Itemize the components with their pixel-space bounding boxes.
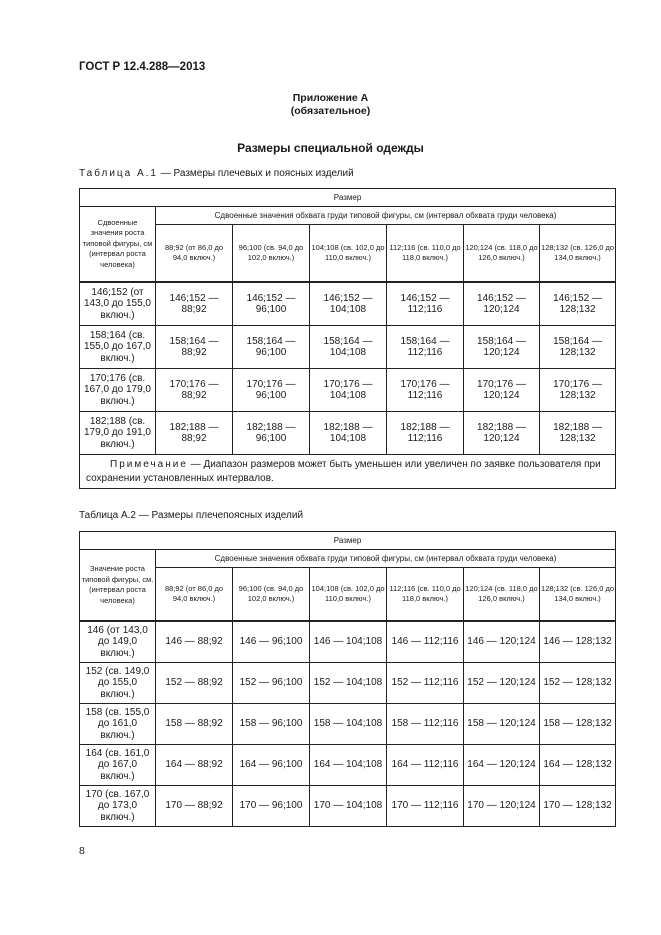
table-cell: 152 — 112;116	[387, 663, 464, 704]
table-cell: 158 — 88;92	[156, 704, 233, 745]
table-cell: 170 — 112;116	[387, 786, 464, 827]
table2-caption-rest: — Размеры плечепоясных изделий	[136, 510, 304, 521]
table2-column-headers	[80, 568, 616, 622]
table2-row-header: Значение роста типовой фигуры, см. (интервал роста человека)	[80, 550, 156, 622]
table1-group-header: Сдвоенные значения обхвата груди типовой фигуры, см (интервал обхвата груди человека)	[156, 207, 616, 225]
table1-size-header: Размер	[80, 189, 616, 207]
table2-column-header: 128;132 (св. 126,0 до 134,0 включ.)	[540, 568, 616, 622]
table-cell: 158 — 128;132	[540, 704, 616, 745]
table-cell: 146 — 96;100	[233, 621, 310, 663]
table-cell: 170;176 — 128;132	[540, 369, 616, 412]
row-label: 158;164 (св. 155,0 до 167,0 включ.)	[80, 326, 156, 369]
table2-size-header: Размер	[80, 532, 616, 550]
table-cell: 182;188 — 128;132	[540, 412, 616, 455]
table-cell: 170;176 — 120;124	[464, 369, 540, 412]
table1-caption	[79, 168, 354, 179]
table-cell: 182;188 — 96;100	[233, 412, 310, 455]
table-cell: 146;152 — 120;124	[464, 282, 540, 326]
table-cell: 146;152 — 104;108	[310, 282, 387, 326]
table1-note-label: Примечание	[110, 458, 188, 470]
table2-body	[80, 621, 616, 827]
table1-column-header: 112;116 (св. 110,0 до 118,0 включ.)	[387, 225, 464, 283]
table1-caption-rest: — Размеры плечевых и поясных изделий	[158, 168, 354, 179]
table-cell: 146 — 120;124	[464, 621, 540, 663]
table1-column-header: 104;108 (св. 102,0 до 110,0 включ.)	[310, 225, 387, 283]
appendix-status: (обязательное)	[290, 105, 371, 117]
table-cell: 152 — 120;124	[464, 663, 540, 704]
row-label: 146 (от 143,0 до 149,0 включ.)	[80, 621, 156, 663]
table1-caption-prefix: Таблица А.1	[79, 168, 158, 179]
table-cell: 170;176 — 112;116	[387, 369, 464, 412]
table-cell: 170;176 — 104;108	[310, 369, 387, 412]
table-cell: 152 — 96;100	[233, 663, 310, 704]
table2-column-header: 104;108 (св. 102,0 до 110,0 включ.)	[310, 568, 387, 622]
row-label: 170 (св. 167,0 до 173,0 включ.)	[80, 786, 156, 827]
table-cell: 170 — 96;100	[233, 786, 310, 827]
table-cell: 146 — 104;108	[310, 621, 387, 663]
table2-column-header: 120;124 (св. 118,0 до 126,0 включ.)	[464, 568, 540, 622]
table-cell: 146;152 — 96;100	[233, 282, 310, 326]
row-label: 158 (св. 155,0 до 161,0 включ.)	[80, 704, 156, 745]
table-cell: 182;188 — 112;116	[387, 412, 464, 455]
table-cell: 146 — 112;116	[387, 621, 464, 663]
table-cell: 170;176 — 88;92	[156, 369, 233, 412]
table1-column-header: 88;92 (от 86,0 до 94,0 включ.)	[156, 225, 233, 283]
table-cell: 170 — 120;124	[464, 786, 540, 827]
table1-note-text: — Диапазон размеров может быть уменьшен или увеличен по заявке пользователя при сохранении установленных интервалов.	[86, 458, 601, 484]
section-title: Размеры специальной одежды	[237, 141, 424, 155]
table2-column-header: 96;100 (св. 94,0 до 102,0 включ.)	[233, 568, 310, 622]
table-cell: 152 — 88;92	[156, 663, 233, 704]
table1-column-header: 96;100 (св. 94,0 до 102,0 включ.)	[233, 225, 310, 283]
table-cell: 158 — 96;100	[233, 704, 310, 745]
table-cell: 146;152 — 128;132	[540, 282, 616, 326]
standard-number: ГОСТ Р 12.4.288—2013	[79, 61, 206, 73]
table-cell: 158 — 104;108	[310, 704, 387, 745]
table-cell: 158;164 — 112;116	[387, 326, 464, 369]
table1-note	[80, 455, 616, 489]
table-row	[80, 326, 616, 369]
table-cell: 146 — 128;132	[540, 621, 616, 663]
table-cell: 164 — 112;116	[387, 745, 464, 786]
table-cell: 158 — 112;116	[387, 704, 464, 745]
table-row	[80, 412, 616, 455]
row-label: 182;188 (св. 179,0 до 191,0 включ.)	[80, 412, 156, 455]
table-cell: 170 — 88;92	[156, 786, 233, 827]
row-label: 146;152 (от 143,0 до 155,0 включ.)	[80, 282, 156, 326]
table-cell: 182;188 — 88;92	[156, 412, 233, 455]
table-row	[80, 704, 616, 745]
table-cell: 170 — 104;108	[310, 786, 387, 827]
page-number: 8	[79, 845, 85, 857]
table-cell: 158 — 120;124	[464, 704, 540, 745]
table2-column-header: 112;116 (св. 110,0 до 118,0 включ.)	[387, 568, 464, 622]
table2	[79, 531, 616, 827]
table-row	[80, 745, 616, 786]
table-cell: 152 — 104;108	[310, 663, 387, 704]
table-cell: 182;188 — 120;124	[464, 412, 540, 455]
table-row	[80, 369, 616, 412]
table-cell: 158;164 — 96;100	[233, 326, 310, 369]
table-cell: 164 — 104;108	[310, 745, 387, 786]
table-cell: 146 — 88;92	[156, 621, 233, 663]
table-cell: 164 — 128;132	[540, 745, 616, 786]
table-cell: 170;176 — 96;100	[233, 369, 310, 412]
table1-column-header: 128;132 (св. 126,0 до 134,0 включ.)	[540, 225, 616, 283]
row-label: 152 (св. 149,0 до 155,0 включ.)	[80, 663, 156, 704]
table-cell: 170 — 128;132	[540, 786, 616, 827]
table-row	[80, 621, 616, 663]
row-label: 170;176 (св. 167,0 до 179,0 включ.)	[80, 369, 156, 412]
table1	[79, 188, 616, 489]
table1-column-header: 120;124 (св. 118,0 до 126,0 включ.)	[464, 225, 540, 283]
table-cell: 146;152 — 88;92	[156, 282, 233, 326]
table-cell: 146;152 — 112;116	[387, 282, 464, 326]
table-cell: 182;188 — 104;108	[310, 412, 387, 455]
row-label: 164 (св. 161,0 до 167,0 включ.)	[80, 745, 156, 786]
table2-caption-prefix: Таблица А.2	[79, 510, 136, 521]
table2-group-header: Сдвоенные значения обхвата груди типовой фигуры, см (интервал обхвата груди человека)	[156, 550, 616, 568]
table2-column-header: 88;92 (от 86,0 до 94,0 включ.)	[156, 568, 233, 622]
appendix-title: Приложение А	[292, 92, 369, 104]
table-cell: 164 — 88;92	[156, 745, 233, 786]
table-cell: 158;164 — 104;108	[310, 326, 387, 369]
table-row	[80, 663, 616, 704]
table-cell: 164 — 120;124	[464, 745, 540, 786]
table-cell: 164 — 96;100	[233, 745, 310, 786]
table1-body	[80, 282, 616, 455]
table1-column-headers	[80, 225, 616, 283]
table-cell: 158;164 — 120;124	[464, 326, 540, 369]
table1-row-header: Сдвоенные значения роста типовой фигуры, см (интервал роста человека)	[80, 207, 156, 283]
table-row	[80, 282, 616, 326]
table2-caption	[79, 510, 303, 521]
table-cell: 152 — 128;132	[540, 663, 616, 704]
table-cell: 158;164 — 88;92	[156, 326, 233, 369]
table-cell: 158;164 — 128;132	[540, 326, 616, 369]
table-row	[80, 786, 616, 827]
